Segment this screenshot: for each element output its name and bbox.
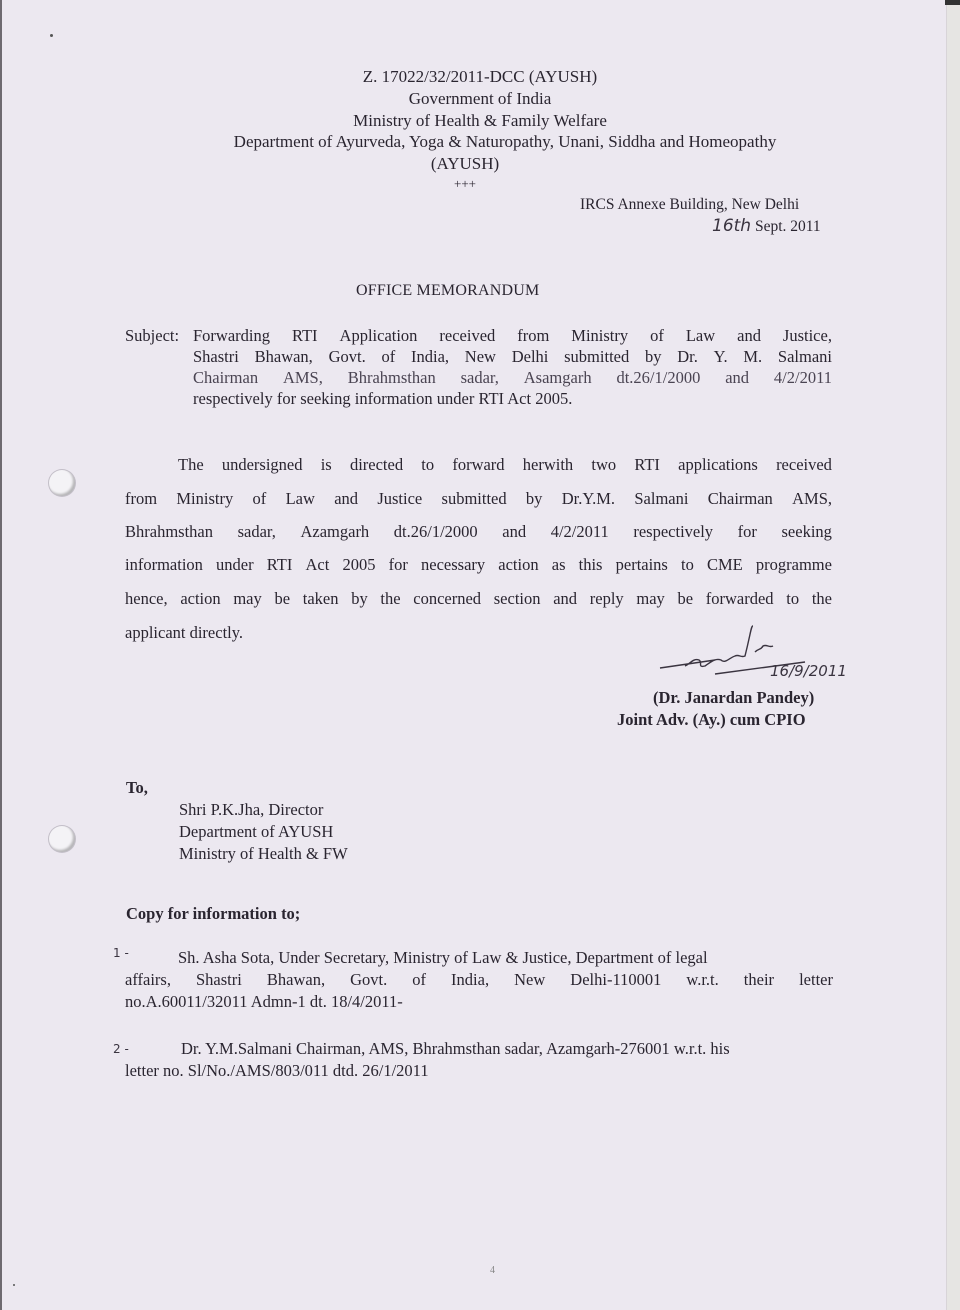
word: Chairman: [707, 489, 773, 508]
word: dt.26/1/2000: [393, 522, 478, 541]
word: two: [591, 455, 617, 474]
subject-line: [193, 389, 572, 409]
word: India,: [410, 347, 450, 366]
word: applications: [678, 455, 758, 474]
word: undersigned: [221, 455, 303, 474]
word: received: [776, 455, 832, 474]
word: Shastri: [196, 970, 242, 989]
word: to: [681, 555, 694, 574]
word: Asamgarh: [523, 368, 592, 387]
word: applicant directly.: [125, 623, 244, 642]
word: to: [786, 589, 800, 608]
word: for: [388, 555, 408, 574]
punch-hole: [49, 826, 75, 852]
addressee-line: Ministry of Health & FW: [179, 844, 348, 863]
word: by: [525, 489, 543, 508]
word: letter: [799, 970, 833, 989]
word: of: [381, 347, 396, 366]
word: of: [650, 326, 664, 345]
signatory-name: (Dr. Janardan Pandey): [653, 688, 815, 707]
office-address: IRCS Annexe Building, New Delhi: [580, 196, 800, 213]
word: from: [125, 489, 158, 508]
word: Shastri: [193, 347, 239, 366]
word: The: [178, 455, 204, 474]
word: forward: [452, 455, 505, 474]
word: be: [677, 589, 694, 608]
punch-hole: [49, 470, 75, 496]
word: their: [743, 970, 775, 989]
word: this: [578, 555, 603, 574]
scan-speck: [50, 34, 53, 37]
word: RTI: [634, 455, 660, 474]
copy-item-line: [125, 992, 403, 1012]
word: and: [502, 522, 527, 541]
word: India,: [451, 970, 490, 989]
word: programme: [755, 555, 832, 574]
word: section: [493, 589, 541, 608]
word: 4/2/2011: [773, 368, 832, 387]
word: respectively: [633, 522, 714, 541]
ministry: Ministry of Health & Family Welfare: [353, 111, 607, 130]
scan-corner: [945, 0, 960, 5]
word: action: [498, 555, 539, 574]
copy-item-marker: 2 -: [113, 1042, 129, 1056]
word: to: [421, 455, 435, 474]
word: respectively for seeking information under RTI Act 2005.: [193, 389, 573, 408]
word: the: [811, 589, 832, 608]
word: necessary: [421, 555, 486, 574]
word: New: [514, 970, 546, 989]
copy-item-marker: 1 -: [113, 946, 129, 960]
word: Bhrahmsthan: [347, 368, 436, 387]
word: is: [320, 455, 332, 474]
copy-item-line: [125, 1061, 429, 1081]
word: 2005: [342, 555, 376, 574]
word: seeking: [781, 522, 832, 541]
body-line: [125, 623, 243, 643]
word: Forwarding: [193, 326, 270, 345]
word: dt.26/1/2000: [616, 368, 701, 387]
word: letter no. Sl/No./AMS/803/011 dtd. 26/1/2011: [125, 1061, 429, 1080]
body-line: [178, 455, 832, 475]
word: Act: [305, 555, 330, 574]
signatory-designation: Joint Adv. (Ay.) cum CPIO: [617, 710, 806, 729]
word: Azamgarh: [300, 522, 370, 541]
word: Bhrahmsthan: [125, 522, 213, 541]
word: M.: [743, 347, 763, 366]
word: Law: [685, 326, 716, 345]
word: Ministry: [571, 326, 629, 345]
copy-item-line: [178, 948, 708, 968]
word: Y.: [713, 347, 728, 366]
word: and: [334, 489, 359, 508]
word: and: [725, 368, 750, 387]
word: AMS,: [282, 368, 323, 387]
word: sadar,: [460, 368, 499, 387]
word: be: [274, 589, 291, 608]
memo-date: [712, 216, 821, 236]
word: under: [216, 555, 254, 574]
subject-line: [193, 326, 832, 346]
word: RTI: [291, 326, 318, 345]
word: New: [464, 347, 496, 366]
word: CME: [706, 555, 743, 574]
word: RTI: [266, 555, 293, 574]
body-line: [125, 555, 832, 575]
copy-item-line: [125, 970, 833, 990]
printed-month-year: Sept. 2011: [754, 218, 821, 235]
word: may: [636, 589, 665, 608]
handwritten-day: 16th: [712, 216, 752, 236]
word: Dr. Y.M.Salmani Chairman, AMS, Bhrahmsthan sadar, Azamgarh-276001 w.r.t. his: [181, 1039, 730, 1058]
word: Bhawan,: [266, 970, 326, 989]
department-abbr: (AYUSH): [430, 154, 500, 173]
word: action: [180, 589, 221, 608]
copy-label: Copy for information to;: [126, 904, 301, 923]
word: and: [553, 589, 578, 608]
word: pertains: [615, 555, 668, 574]
word: by: [645, 347, 662, 366]
word: Law: [285, 489, 315, 508]
word: Govt.: [328, 347, 366, 366]
word: Justice: [377, 489, 423, 508]
word: the: [380, 589, 401, 608]
subject-line: [193, 368, 832, 388]
word: sadar,: [237, 522, 276, 541]
word: of: [252, 489, 267, 508]
word: reply: [589, 589, 624, 608]
word: of: [412, 970, 427, 989]
body-line: [125, 489, 832, 509]
word: taken: [302, 589, 339, 608]
separator: +++: [454, 176, 476, 191]
word: Ministry: [176, 489, 234, 508]
copy-item-line: [181, 1039, 730, 1059]
subject-label: Subject:: [125, 326, 180, 345]
body-line: [125, 522, 832, 542]
addressee-line: Department of AYUSH: [179, 822, 334, 841]
word: Justice,: [782, 326, 832, 345]
addressee-line: Shri P.K.Jha, Director: [179, 800, 324, 819]
body-line: [125, 589, 832, 609]
government: Government of India: [408, 89, 552, 108]
subject-line: [193, 347, 832, 367]
file-number: Z. 17022/32/2011-DCC (AYUSH): [362, 67, 598, 86]
word: 4/2/2011: [550, 522, 609, 541]
to-label: To,: [126, 778, 148, 797]
word: AMS,: [792, 489, 832, 508]
word: submitted: [441, 489, 507, 508]
footer-mark: 4: [490, 1265, 495, 1276]
word: information: [125, 555, 203, 574]
signature-date: 16/9/2011: [770, 662, 847, 680]
word: Dr.: [677, 347, 698, 366]
word: for: [737, 522, 757, 541]
signature-scribble: [655, 622, 885, 692]
word: concerned: [413, 589, 482, 608]
word: Govt.: [350, 970, 388, 989]
memo-title: OFFICE MEMORANDUM: [356, 282, 540, 299]
word: directed: [349, 455, 404, 474]
word: submitted: [564, 347, 630, 366]
word: Application: [339, 326, 418, 345]
word: received: [439, 326, 496, 345]
scan-speck: [13, 1284, 15, 1286]
word: Delhi: [511, 347, 549, 366]
department: Department of Ayurveda, Yoga & Naturopathy, Unani, Siddha and Homeopathy: [233, 132, 777, 151]
word: w.r.t.: [686, 970, 719, 989]
word: by: [351, 589, 368, 608]
word: herwith: [522, 455, 574, 474]
word: Salmani: [634, 489, 689, 508]
word: hence,: [125, 589, 168, 608]
word: Chairman: [193, 368, 259, 387]
page-edge: [946, 0, 960, 1310]
word: Salmani: [777, 347, 832, 366]
word: Bhawan,: [254, 347, 313, 366]
word: Dr.Y.M.: [561, 489, 616, 508]
word: Sh. Asha Sota, Under Secretary, Ministry of Law & Justice, Department of legal: [178, 948, 708, 967]
word: and: [737, 326, 761, 345]
word: forwarded: [705, 589, 774, 608]
word: no.A.60011/32011 Admn-1 dt. 18/4/2011-: [125, 992, 403, 1011]
word: Delhi-110001: [570, 970, 662, 989]
word: from: [517, 326, 550, 345]
word: as: [551, 555, 566, 574]
word: may: [233, 589, 262, 608]
word: affairs,: [125, 970, 171, 989]
